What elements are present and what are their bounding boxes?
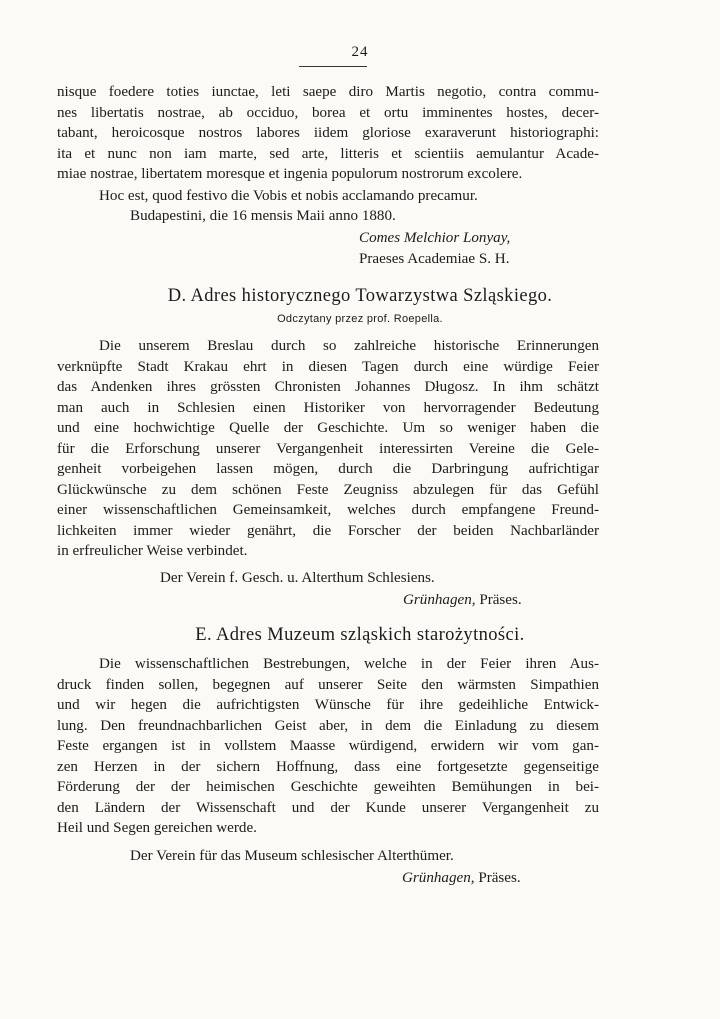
text-line: und wir hegen die aufrichtigsten Wünsche für ihre gedeihliche Entwick- [57, 697, 599, 713]
section-d-subheading: Odczytany przez prof. Roepella. [277, 313, 443, 325]
text-line: und eine hochwichtige Quelle der Geschichte. Um so weniger haben die [57, 420, 599, 436]
section-d-heading: D. Adres historycznego Towarzystwa Szląskiego. [167, 286, 553, 306]
text-line: das Andenken ihres grössten Chronisten Johannes Długosz. In ihm schätzt [57, 379, 599, 395]
text-line: in erfreulicher Weise verbindet. [57, 543, 248, 559]
text-line: nes libertatis nostrae, ab occiduo, borea et ortu imminentes hostes, decer- [57, 104, 599, 121]
intro-place-date: Budapestini, die 16 mensis Maii anno 1880. [130, 208, 396, 224]
section-e-paragraph [57, 654, 599, 839]
section-e-signature [402, 868, 521, 888]
text-line: den Ländern der Wissenschaft und der Kunde unserer Vergangenheit zu [57, 799, 599, 816]
text-line: druck finden sollen, begegnen auf unserer Seite den wärmsten Simpathien [57, 676, 599, 693]
text-line: man auch in Schlesien einen Historiker von hervorragender Bedeutung [57, 399, 599, 416]
text-line: verknüpfte Stadt Krakau ehrt in diesen Tagen durch eine würdige Feier [57, 358, 599, 375]
section-e-society: Der Verein für das Museum schlesischer Alterthümer. [130, 848, 454, 864]
text-line: miae nostrae, libertatem moresque et ingenia populorum nostrorum excolere. [57, 166, 523, 182]
text-line: einer wissenschaftlichen Gemeinsamkeit, welches durch empfangene Freund- [57, 502, 599, 518]
section-e-heading: E. Adres Muzeum szląskich starożytności. [195, 625, 525, 645]
page-number: 24 [351, 44, 369, 60]
text-line: Die unserem Breslau durch so zahlreiche historische Erinnerungen [99, 338, 599, 354]
text-line: lichkeiten immer wieder genährt, die Forscher der beiden Nachbarländer [57, 522, 599, 539]
section-d-society: Der Verein f. Gesch. u. Alterthum Schlesiens. [160, 570, 435, 586]
text-line: Feste ergangen ist in vollstem Maasse würdigend, erwidern wir vom gan- [57, 738, 599, 754]
text-line: Heil und Segen gereichen werde. [57, 820, 257, 836]
section-d-signer: Grünhagen, [403, 592, 476, 608]
text-line: ita et nunc non iam marte, sed arte, litteris et scientiis aemulantur Acade- [57, 145, 599, 162]
text-line: tabant, heroicosque nostros labores iidem gloriose exaraverunt historiographi: [57, 125, 599, 141]
section-d-signature [403, 590, 522, 610]
text-line: genheit vorbeigehen lassen mögen, durch die Darbringung aufrichtigar [57, 461, 599, 477]
text-line: nisque foedere toties iunctae, leti saepe diro Martis negotio, contra commu- [57, 84, 599, 100]
intro-closing: Hoc est, quod festivo die Vobis et nobis acclamando precamur. [99, 188, 478, 204]
intro-paragraph [57, 82, 599, 185]
section-e-signer-title: Präses. [478, 870, 521, 886]
intro-signature-name: Comes Melchior Lonyay, [359, 230, 511, 246]
text-line: zen Herzen in der sichern Hoffnung, dass eine fortgesetzte gegenseitige [57, 758, 599, 775]
text-line: Glückwünsche zu dem schönen Feste Zeugniss abzulegen für das Gefühl [57, 481, 599, 498]
text-line: Förderung der der heimischen Geschichte geweihten Bemühungen in bei- [57, 779, 599, 795]
section-d-paragraph [57, 336, 599, 562]
page-number-rule [299, 66, 367, 67]
text-line: Die wissenschaftlichen Bestrebungen, welche in der Feier ihren Aus- [99, 656, 599, 672]
intro-signature-title: Praeses Academiae S. H. [359, 251, 510, 267]
text-line: lung. Den freundnachbarlichen Geist aber, in dem die Einladung zu diesem [57, 717, 599, 734]
section-e-signer: Grünhagen, [402, 870, 475, 886]
section-d-signer-title: Präses. [479, 592, 522, 608]
text-line: für die Erforschung unserer Vergangenheit interessirten Vereine die Gele- [57, 440, 599, 457]
